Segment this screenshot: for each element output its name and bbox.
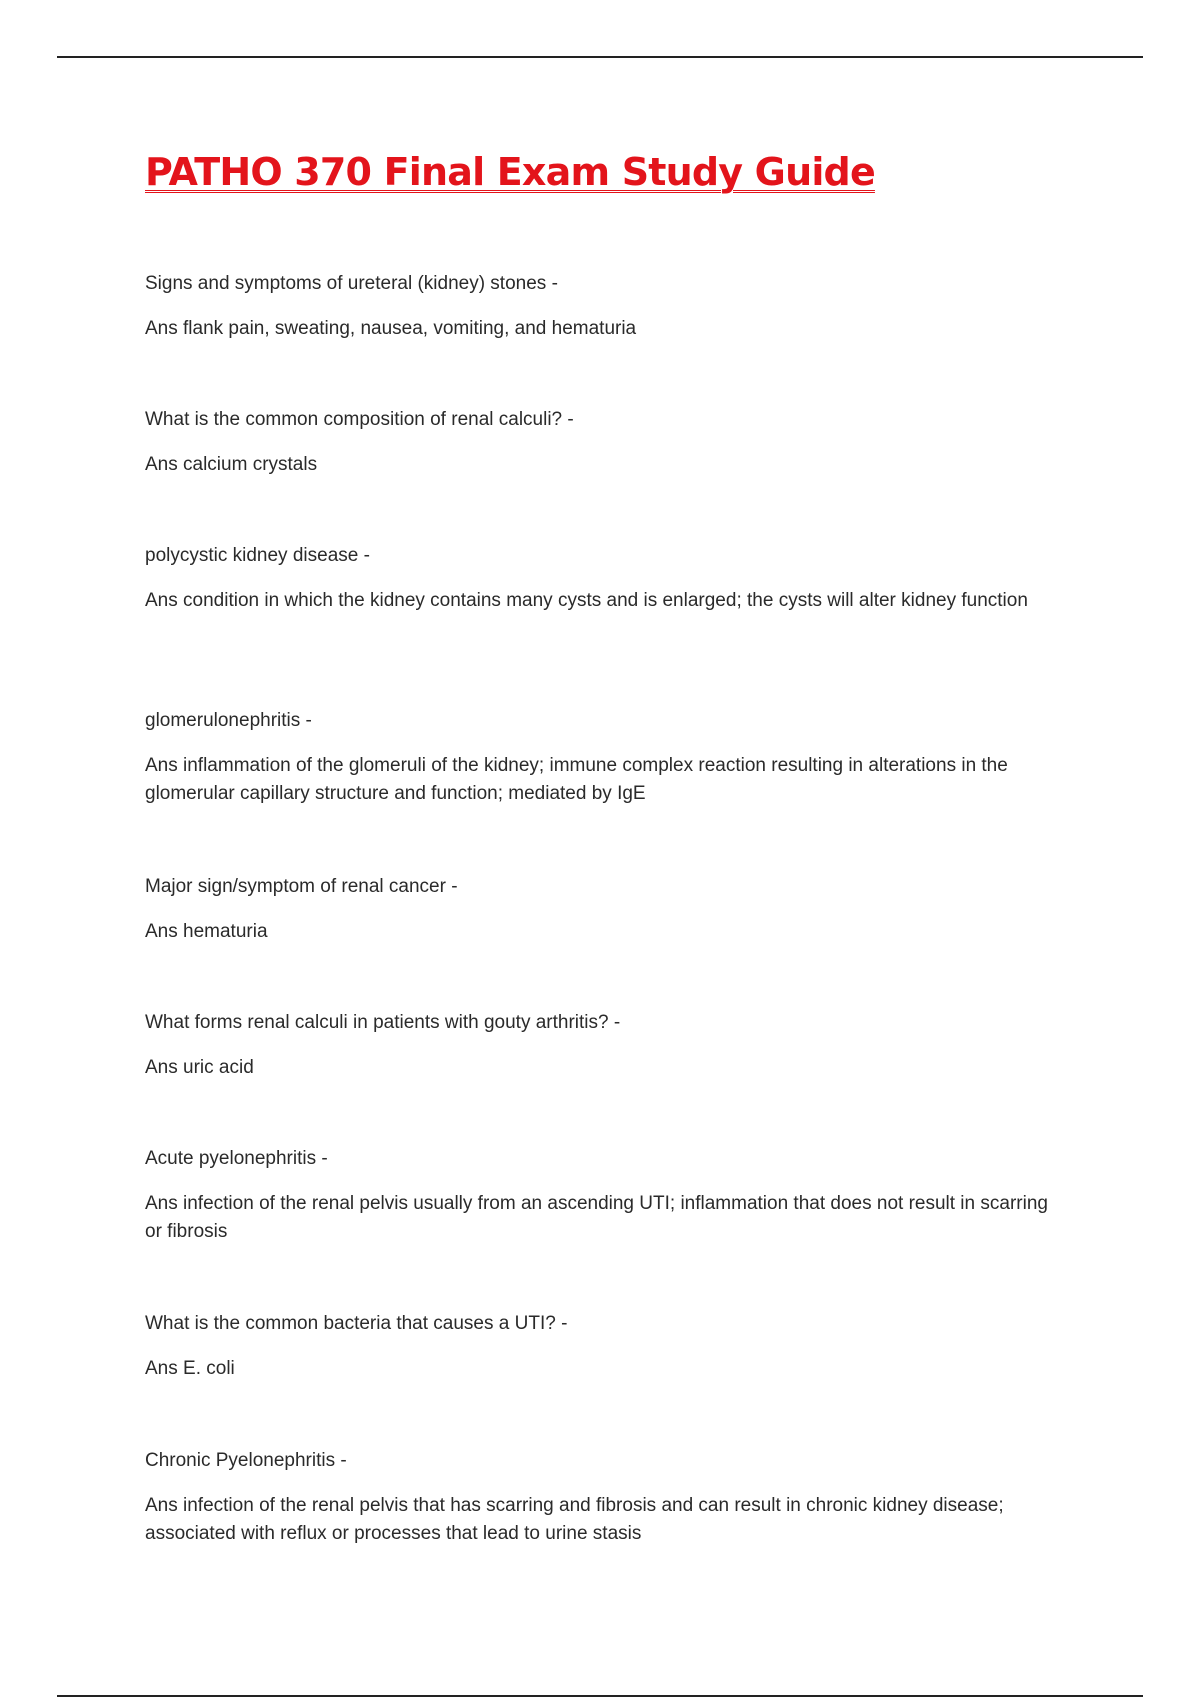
- qa-item: [145, 1310, 1050, 1383]
- answer-text: Ans uric acid: [145, 1057, 254, 1078]
- answer-text: Ans inflammation of the glomeruli of the kidney; immune complex reaction resulting in alterations in the glomerular capillary structure and function; mediated by IgE: [145, 755, 1008, 804]
- answer-text: Ans hematuria: [145, 921, 268, 942]
- bottom-rule: [57, 1695, 1143, 1697]
- question-text: What is the common bacteria that causes a UTI? -: [145, 1313, 568, 1334]
- question-text: polycystic kidney disease -: [145, 545, 370, 566]
- qa-item: [145, 1009, 1050, 1082]
- document-title: PATHO 370 Final Exam Study Guide: [145, 150, 875, 194]
- answer-text: Ans infection of the renal pelvis usually from an ascending UTI; inflammation that does not result in scarring or fibrosis: [145, 1193, 1048, 1242]
- top-rule: [57, 56, 1143, 58]
- qa-item: [145, 270, 1050, 343]
- answer-text: Ans flank pain, sweating, nausea, vomiting, and hematuria: [145, 318, 637, 339]
- question-text: Chronic Pyelonephritis -: [145, 1450, 347, 1471]
- question-text: Signs and symptoms of ureteral (kidney) stones -: [145, 273, 558, 294]
- question-text: What forms renal calculi in patients with gouty arthritis? -: [145, 1012, 621, 1033]
- qa-item: [145, 406, 1050, 479]
- qa-item: [145, 1145, 1050, 1246]
- answer-text: Ans condition in which the kidney contains many cysts and is enlarged; the cysts will alter kidney function: [145, 590, 1028, 611]
- answer-text: Ans E. coli: [145, 1358, 235, 1379]
- question-text: What is the common composition of renal calculi? -: [145, 409, 574, 430]
- qa-item: [145, 542, 1050, 615]
- question-text: Acute pyelonephritis -: [145, 1148, 328, 1169]
- answer-text: Ans calcium crystals: [145, 454, 318, 475]
- qa-item: [145, 707, 1050, 808]
- answer-text: Ans infection of the renal pelvis that has scarring and fibrosis and can result in chronic kidney disease; associated with reflux or processes that lead to urine stasis: [145, 1495, 1004, 1544]
- question-text: Major sign/symptom of renal cancer -: [145, 876, 458, 897]
- qa-item: [145, 1447, 1050, 1548]
- qa-item: [145, 873, 1050, 946]
- question-text: glomerulonephritis -: [145, 710, 312, 731]
